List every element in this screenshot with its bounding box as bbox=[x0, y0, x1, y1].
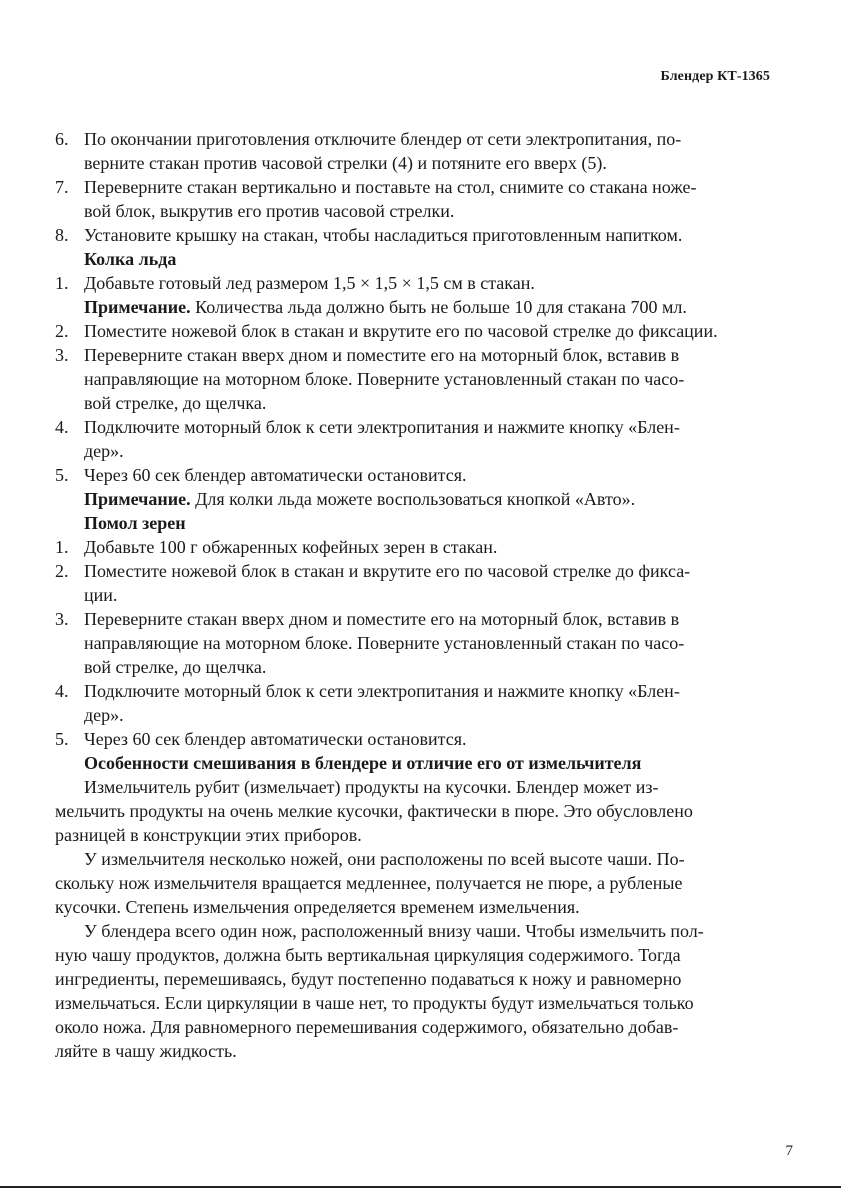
paragraph-line: скольку нож измельчителя вращается медленнее, получается не пюре, а рубленые bbox=[55, 873, 683, 893]
page-number: 7 bbox=[785, 1143, 793, 1159]
step-number: 7. bbox=[55, 177, 69, 197]
note bbox=[55, 295, 770, 319]
list-item bbox=[55, 175, 770, 223]
step-text: Добавьте готовый лед размером 1,5 × 1,5 × 1,5 см в стакан. bbox=[84, 273, 535, 293]
intro-steps bbox=[55, 127, 770, 247]
step-text: Поместите ножевой блок в стакан и вкрутите его по часовой стрелке до фиксации. bbox=[84, 321, 718, 341]
page-content bbox=[55, 127, 770, 1063]
step-text: Добавьте 100 г обжаренных кофейных зерен в стакан. bbox=[84, 537, 498, 557]
step-text: По окончании приготовления отключите блендер от сети электропитания, по- bbox=[84, 129, 682, 149]
list-item bbox=[55, 463, 770, 487]
grind-steps bbox=[55, 535, 770, 751]
paragraph-line: мельчить продукты на очень мелкие кусочки, фактически в пюре. Это обусловлено bbox=[55, 801, 693, 821]
note-text: Количества льда должно быть не больше 10 для стакана 700 мл. bbox=[190, 297, 687, 317]
paragraph-line: измельчаться. Если циркуляции в чаше нет, то продукты будут измельчаться только bbox=[55, 993, 694, 1013]
step-text: Переверните стакан вертикально и поставьте на стол, снимите со стакана ноже- bbox=[84, 177, 697, 197]
note bbox=[55, 487, 770, 511]
ice-steps-cont bbox=[55, 319, 770, 487]
step-number: 8. bbox=[55, 225, 69, 245]
step-text-cont: ции. bbox=[84, 585, 118, 605]
step-text-cont: дер». bbox=[84, 705, 124, 725]
list-item bbox=[55, 223, 770, 247]
section-title-ice: Колка льда bbox=[84, 249, 177, 269]
paragraph-line: около ножа. Для равномерного перемешивания содержимого, обязательно добав- bbox=[55, 1017, 679, 1037]
section-title-features: Особенности смешивания в блендере и отличие его от измельчителя bbox=[84, 753, 642, 773]
ice-steps bbox=[55, 271, 770, 295]
paragraph-line: ингредиенты, перемешиваясь, будут постепенно подаваться к ножу и равномерно bbox=[55, 969, 682, 989]
list-item bbox=[55, 343, 770, 415]
step-number: 4. bbox=[55, 417, 69, 437]
step-text: Переверните стакан вверх дном и поместите его на моторный блок, вставив в bbox=[84, 345, 680, 365]
paragraph-line: кусочки. Степень измельчения определяется временем измельчения. bbox=[55, 897, 580, 917]
paragraph-line: Измельчитель рубит (измельчает) продукты на кусочки. Блендер может из- bbox=[84, 777, 659, 797]
section-title-grind: Помол зерен bbox=[84, 513, 186, 533]
paragraph-line: ляйте в чашу жидкость. bbox=[55, 1041, 237, 1061]
step-text-cont: вой блок, выкрутив его против часовой стрелки. bbox=[84, 201, 455, 221]
note-text: Для колки льда можете воспользоваться кнопкой «Авто». bbox=[190, 489, 636, 509]
step-text-cont: вой стрелке, до щелчка. bbox=[84, 657, 267, 677]
step-number: 4. bbox=[55, 681, 69, 701]
paragraph bbox=[55, 919, 770, 1063]
paragraph bbox=[55, 847, 770, 919]
list-item bbox=[55, 319, 770, 343]
paragraph bbox=[55, 775, 770, 847]
paragraph-line: ную чашу продуктов, должна быть вертикальная циркуляция содержимого. Тогда bbox=[55, 945, 681, 965]
list-item bbox=[55, 559, 770, 607]
step-number: 6. bbox=[55, 129, 69, 149]
step-text: Поместите ножевой блок в стакан и вкрутите его по часовой стрелке до фикса- bbox=[84, 561, 691, 581]
step-text-cont: направляющие на моторном блоке. Поверните установленный стакан по часо- bbox=[84, 633, 685, 653]
note-label: Примечание. bbox=[84, 297, 191, 317]
step-text: Подключите моторный блок к сети электропитания и нажмите кнопку «Блен- bbox=[84, 417, 680, 437]
paragraph-line: У измельчителя несколько ножей, они расположены по всей высоте чаши. По- bbox=[84, 849, 685, 869]
note-label: Примечание. bbox=[84, 489, 191, 509]
step-text: Через 60 сек блендер автоматически остановится. bbox=[84, 729, 467, 749]
paragraph-line: разницей в конструкции этих приборов. bbox=[55, 825, 362, 845]
list-item bbox=[55, 535, 770, 559]
step-text-cont: направляющие на моторном блоке. Поверните установленный стакан по часо- bbox=[84, 369, 685, 389]
step-number: 5. bbox=[55, 465, 69, 485]
list-item bbox=[55, 271, 770, 295]
bottom-divider bbox=[0, 1186, 841, 1188]
step-text: Установите крышку на стакан, чтобы насладиться приготовленным напитком. bbox=[84, 225, 683, 245]
list-item bbox=[55, 607, 770, 679]
list-item bbox=[55, 679, 770, 727]
step-text: Переверните стакан вверх дном и поместите его на моторный блок, вставив в bbox=[84, 609, 680, 629]
step-number: 5. bbox=[55, 729, 69, 749]
step-number: 3. bbox=[55, 345, 69, 365]
step-number: 2. bbox=[55, 321, 69, 341]
step-number: 1. bbox=[55, 273, 69, 293]
step-text: Подключите моторный блок к сети электропитания и нажмите кнопку «Блен- bbox=[84, 681, 680, 701]
step-text-cont: дер». bbox=[84, 441, 124, 461]
running-header: Блендер КТ-1365 bbox=[660, 69, 770, 84]
step-number: 3. bbox=[55, 609, 69, 629]
step-number: 1. bbox=[55, 537, 69, 557]
step-text-cont: вой стрелке, до щелчка. bbox=[84, 393, 267, 413]
step-text: Через 60 сек блендер автоматически остановится. bbox=[84, 465, 467, 485]
paragraph-line: У блендера всего один нож, расположенный внизу чаши. Чтобы измельчить пол- bbox=[84, 921, 704, 941]
step-number: 2. bbox=[55, 561, 69, 581]
list-item bbox=[55, 415, 770, 463]
list-item bbox=[55, 127, 770, 175]
list-item bbox=[55, 727, 770, 751]
step-text-cont: верните стакан против часовой стрелки (4) и потяните его вверх (5). bbox=[84, 153, 607, 173]
